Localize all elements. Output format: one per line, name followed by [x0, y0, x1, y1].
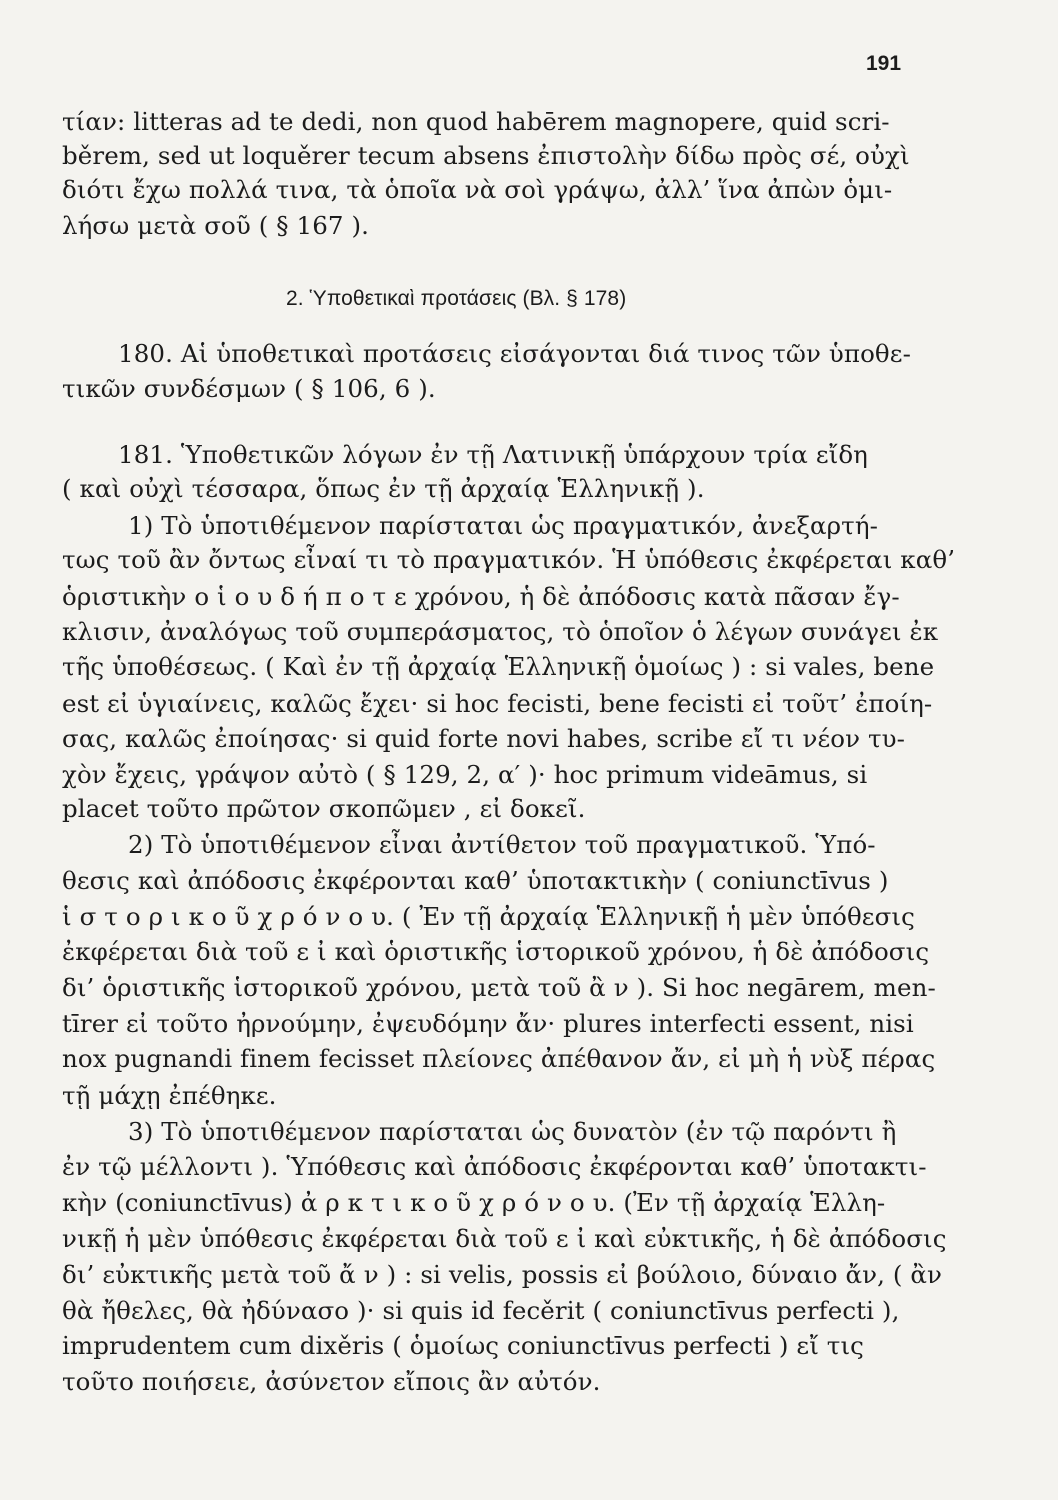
- text-line: běrem, sed ut loquěrer tecum absens ἐπιστολὴν δίδω πρὸς σέ, οὐχὶ: [62, 141, 910, 170]
- text-line: νικῇ ἡ μὲν ὑπόθεσις ἐκφέρεται διὰ τοῦ ε ἰ καὶ εὐκτικῆς, ἡ δὲ ἀπόδοσις: [62, 1224, 947, 1253]
- text-line: nox pugnandi finem fecisset πλείονες ἀπέθανον ἄν, εἰ μὴ ἡ νὺξ πέρας: [62, 1044, 936, 1073]
- text-line: κλισιν, ἀναλόγως τοῦ συμπεράσματος, τὸ ὁποῖον ὁ λέγων συνάγει ἐκ: [62, 617, 939, 646]
- text-line: ἱ σ τ ο ρ ι κ ο ῦ χ ρ ό ν ο υ. ( Ἐν τῇ ἀρχαίᾳ Ἑλληνικῇ ἡ μὲν ὑπόθεσις: [62, 902, 915, 931]
- text-line: ὁριστικὴν ο ἱ ο υ δ ή π ο τ ε χρόνου, ἡ δὲ ἀπόδοσις κατὰ πᾶσαν ἔγ-: [62, 582, 900, 611]
- text-line: tīrer εἰ τοῦτο ἠρνούμην, ἐψευδόμην ἄν· plures interfecti essent, nisi: [62, 1009, 914, 1038]
- text-line: est εἰ ὑγιαίνεις, καλῶς ἔχει· si hoc fecisti, bene fecisti εἰ τοῦτ’ ἐποίη-: [62, 689, 933, 718]
- text-line: δι’ εὐκτικῆς μετὰ τοῦ ἄ ν ) : si velis, possis εἰ βούλοιο, δύναιο ἄν, ( ἂν: [62, 1260, 943, 1289]
- text-line: τῇ μάχῃ ἐπέθηκε.: [62, 1081, 277, 1110]
- text-line: χὸν ἔχεις, γράψον αὐτὸ ( § 129, 2, α′ )· hoc primum videāmus, si: [62, 760, 868, 789]
- paragraph-181-line: 181. Ὑποθετικῶν λόγων ἐν τῇ Λατινικῇ ὑπάρχουν τρία εἴδη: [118, 440, 868, 469]
- text-line: τοῦτο ποιήσειε, ἀσύνετον εἴποις ἂν αὐτόν.: [62, 1367, 601, 1396]
- text-line: τῆς ὑποθέσεως. ( Καὶ ἐν τῇ ἀρχαίᾳ Ἑλληνικῇ ὁμοίως ) : si vales, bene: [62, 652, 935, 681]
- text-line: ἐκφέρεται διὰ τοῦ ε ἰ καὶ ὁριστικῆς ἱστορικοῦ χρόνου, ἡ δὲ ἀπόδοσις: [62, 937, 930, 966]
- paragraph-180-line: 180. Αἱ ὑποθετικαὶ προτάσεις εἰσάγονται διά τινος τῶν ὑποθε-: [118, 339, 911, 368]
- text-line: θὰ ἤθελες, θὰ ἠδύνασο )· si quis id fecěrit ( coniunctīvus perfecti ),: [62, 1296, 900, 1325]
- section-heading: 2. Ὑποθετικαὶ προτάσεις (Βλ. § 178): [286, 287, 627, 310]
- text-line: imprudentem cum dixěris ( ὁμοίως coniunctīvus perfecti ) εἴ τις: [62, 1331, 864, 1360]
- text-line: λήσω μετὰ σοῦ ( § 167 ).: [62, 211, 370, 240]
- text-line: τίαν: litteras ad te dedi, non quod habērem magnopere, quid scri-: [62, 107, 890, 136]
- text-line: διότι ἔχω πολλά τινα, τὰ ὁποῖα νὰ σοὶ γράψω, ἀλλ’ ἵνα ἀπὼν ὁμι-: [62, 175, 893, 204]
- text-line: κὴν (coniunctīvus) ἀ ρ κ τ ι κ ο ῦ χ ρ ό ν ο υ. (Ἐν τῇ ἀρχαίᾳ Ἑλλη-: [62, 1188, 886, 1217]
- paragraph-180-line: τικῶν συνδέσμων ( § 106, 6 ).: [62, 374, 436, 403]
- text-line: δι’ ὁριστικῆς ἱστορικοῦ χρόνου, μετὰ τοῦ ἂ ν ). Si hoc negārem, men-: [62, 973, 936, 1002]
- text-line: 3) Τὸ ὑποτιθέμενον παρίσταται ὡς δυνατὸν (ἐν τῷ παρόντι ἢ: [128, 1117, 897, 1146]
- text-line: 1) Τὸ ὑποτιθέμενον παρίσταται ὡς πραγματικόν, ἀνεξαρτή-: [128, 511, 878, 540]
- text-line: τως τοῦ ἂν ὄντως εἶναί τι τὸ πραγματικόν. Ἡ ὑπόθεσις ἐκφέρεται καθ’: [62, 545, 956, 574]
- text-line: placet τοῦτο πρῶτον σκοπῶμεν , εἰ δοκεῖ.: [62, 794, 586, 823]
- text-line: σας, καλῶς ἐποίησας· si quid forte novi habes, scribe εἴ τι νέον τυ-: [62, 724, 906, 753]
- paragraph-181-line: ( καὶ οὐχὶ τέσσαρα, ὅπως ἐν τῇ ἀρχαίᾳ Ἑλληνικῇ ).: [62, 474, 705, 503]
- text-line: θεσις καὶ ἀπόδοσις ἐκφέρονται καθ’ ὑποτακτικὴν ( coniunctīvus ): [62, 866, 889, 895]
- text-line: 2) Τὸ ὑποτιθέμενον εἶναι ἀντίθετον τοῦ πραγματικοῦ. Ὑπό-: [128, 830, 876, 859]
- text-line: ἐν τῷ μέλλοντι ). Ὑπόθεσις καὶ ἀπόδοσις ἐκφέρονται καθ’ ὑποτακτι-: [62, 1152, 927, 1181]
- page-number: 191: [866, 52, 902, 75]
